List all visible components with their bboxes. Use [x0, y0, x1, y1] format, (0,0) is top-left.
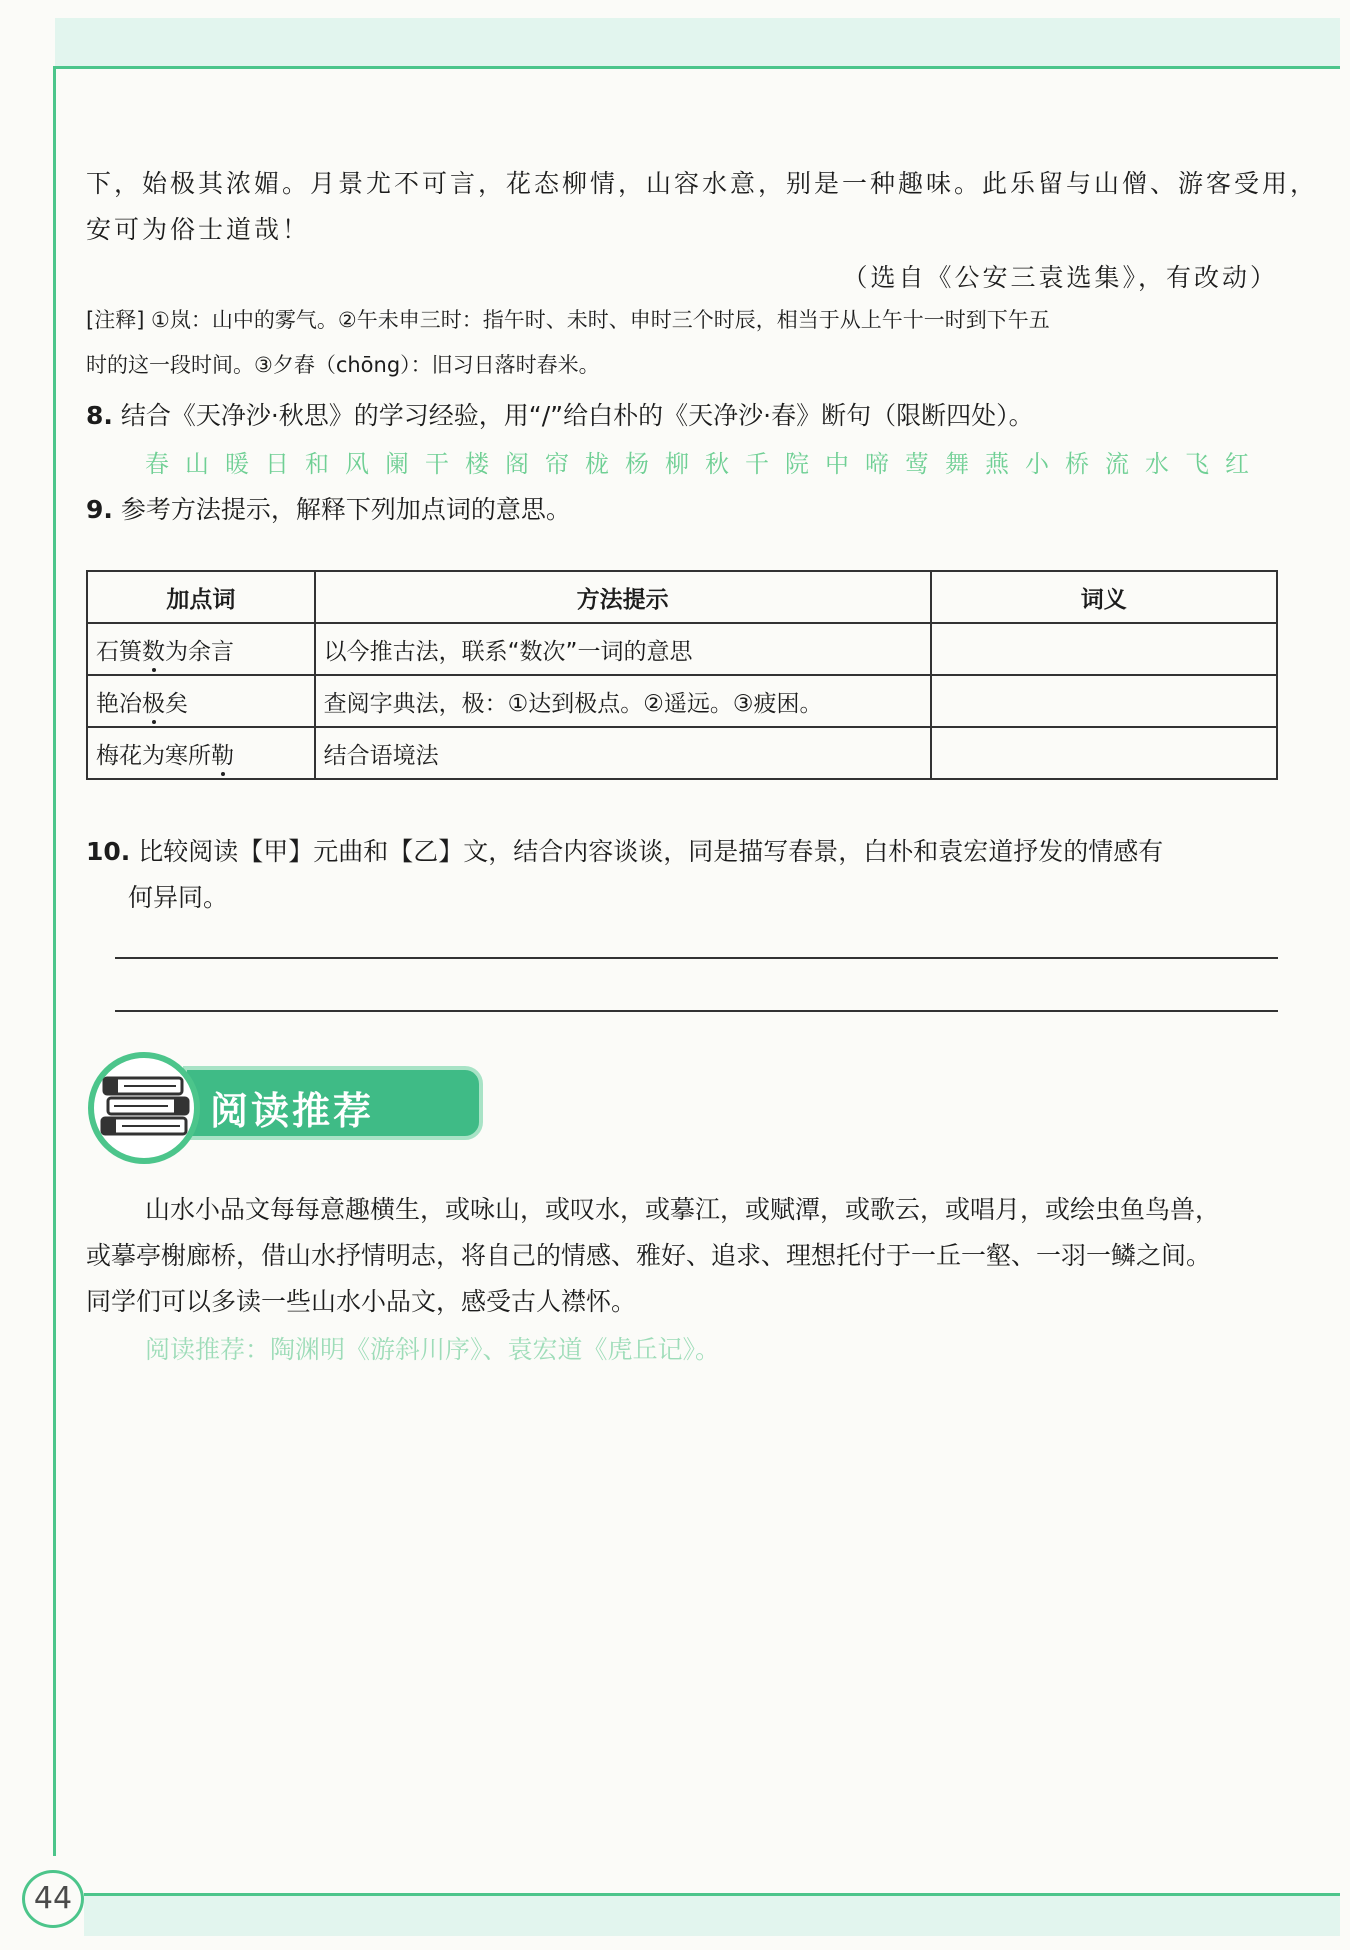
- hint-cell: 查阅字典法，极：①达到极点。②遥远。③疲困。: [315, 675, 931, 727]
- meaning-answer-cell[interactable]: [931, 727, 1277, 779]
- passage-line-2: 安可为俗士道哉！: [86, 215, 311, 244]
- word-cell: 艳冶极矣: [87, 675, 315, 727]
- question-10-number: 10.: [86, 837, 131, 866]
- meaning-answer-cell[interactable]: [931, 623, 1277, 675]
- question-9-text: 参考方法提示，解释下列加点词的意思。: [120, 495, 571, 524]
- passage-source: （选自《公安三袁选集》，有改动）: [842, 263, 1278, 292]
- question-8-text: 结合《天净沙·秋思》的学习经验，用“/”给白朴的《天净沙·春》断句（限断四处）。: [120, 401, 1034, 430]
- question-10: [86, 832, 1163, 868]
- word-cell: 石篑数为余言: [87, 623, 315, 675]
- top-band: [55, 18, 1340, 66]
- answer-line-2[interactable]: [115, 1010, 1278, 1012]
- word-cell: 梅花为寒所勒: [87, 727, 315, 779]
- notes-line-1: [注释] ①岚：山中的雾气。②午未申三时：指午时、未时、申时三个时辰，相当于从上午十一时到下午五: [86, 308, 1050, 332]
- books-icon: [100, 1072, 192, 1142]
- passage-line-1: 下，始极其浓媚。月景尤不可言，花态柳情，山容水意，别是一种趣味。此乐留与山僧、游客受用，: [86, 169, 1319, 198]
- hint-cell: 以今推古法，联系“数次”一词的意思: [315, 623, 931, 675]
- section-para-line-3: 同学们可以多读一些山水小品文，感受古人襟怀。: [86, 1287, 637, 1316]
- method-table: [86, 570, 1278, 780]
- dotted-char: 勒: [211, 742, 234, 769]
- table-header-row: [87, 571, 1277, 623]
- question-8-number: 8.: [86, 401, 113, 430]
- table-row: [87, 727, 1277, 779]
- question-10-line-1: 比较阅读【甲】元曲和【乙】文，结合内容谈谈，同是描写春景，白朴和袁宏道抒发的情感有: [138, 837, 1164, 866]
- section-title: 阅读推荐: [210, 1089, 375, 1133]
- dotted-char: 数: [142, 638, 165, 665]
- table-row: [87, 675, 1277, 727]
- dotted-char: 极: [142, 690, 165, 717]
- header-method: 方法提示: [315, 571, 931, 623]
- header-word: 加点词: [87, 571, 315, 623]
- question-9-number: 9.: [86, 495, 113, 524]
- bottom-band: [84, 1896, 1340, 1936]
- top-rule: [55, 66, 1340, 69]
- question-8-answer: 春山暖日和风阑干楼阁帘栊杨柳秋千院中啼莺舞燕小桥流水飞红: [145, 450, 1265, 478]
- left-rule: [53, 66, 56, 1856]
- header-meaning: 词义: [931, 571, 1277, 623]
- recommendation-answer: 阅读推荐：陶渊明《游斜川序》、袁宏道《虎丘记》。: [145, 1335, 721, 1364]
- question-10-line-2: 何异同。: [128, 883, 229, 912]
- notes-line-2: 时的这一段时间。③夕舂（chōng）：旧习日落时舂米。: [86, 353, 600, 377]
- section-para-line-1: 山水小品文每每意趣横生，或咏山，或叹水，或摹江，或赋潭，或歌云，或唱月，或绘虫鱼鸟兽，: [145, 1195, 1221, 1224]
- answer-line-1[interactable]: [115, 957, 1278, 959]
- page-number: 44: [22, 1870, 84, 1928]
- section-para-line-2: 或摹亭榭廊桥，借山水抒情明志，将自己的情感、雅好、追求、理想托付于一丘一壑、一羽一鳞之间。: [86, 1241, 1212, 1270]
- question-9: [86, 490, 571, 526]
- question-8: [86, 396, 1034, 432]
- meaning-answer-cell[interactable]: [931, 675, 1277, 727]
- hint-cell: 结合语境法: [315, 727, 931, 779]
- table-row: [87, 623, 1277, 675]
